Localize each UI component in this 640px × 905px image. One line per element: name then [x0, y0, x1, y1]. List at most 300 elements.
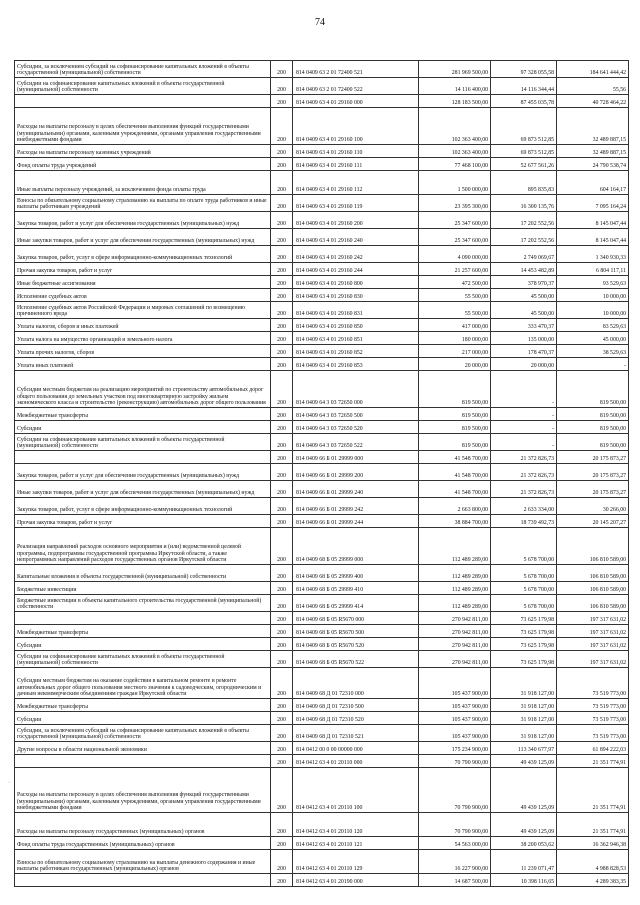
- row-budget-code: 814 0409 63 4 01 29160 244: [293, 263, 419, 276]
- row-name: Бюджетные инвестиции: [15, 582, 271, 595]
- row-line-code: 200: [271, 625, 293, 638]
- page-number: 74: [315, 17, 325, 28]
- row-executed-amount: 18 739 492,73: [491, 515, 557, 528]
- row-unexecuted-amount: 45 000,00: [557, 332, 629, 345]
- row-approved-amount: 270 942 811,00: [419, 651, 491, 668]
- row-line-code: 200: [271, 850, 293, 874]
- row-budget-code: 814 0409 64 3 03 72650 520: [293, 421, 419, 434]
- table-row: [15, 481, 629, 498]
- row-budget-code: 814 0409 68 Б 05 29999 000: [293, 528, 419, 565]
- row-name: Взносы по обязательному социальному страхованию на выплаты по оплате труда работников и иные выплаты работникам учреждений: [15, 195, 271, 212]
- row-approved-amount: 70 790 900,00: [419, 813, 491, 837]
- table-row: [15, 755, 629, 768]
- row-line-code: 200: [271, 246, 293, 263]
- row-line-code: 200: [271, 451, 293, 464]
- row-executed-amount: 31 918 127,00: [491, 712, 557, 725]
- row-budget-code: 814 0409 63 4 01 29160 830: [293, 289, 419, 302]
- row-budget-code: 814 0409 63 4 01 29160 800: [293, 276, 419, 289]
- table-row: [15, 421, 629, 434]
- row-executed-amount: 21 372 826,73: [491, 451, 557, 464]
- row-name: Расходы на выплаты персоналу в целях обеспечения выполнения функций государственными (муниципальными) органами, казенными учреждениями, органами управления государственными внебюджетными фондами: [15, 768, 271, 813]
- row-name: Бюджетные инвестиции в объекты капитального строительства государственной (муниципальной) собственности: [15, 595, 271, 612]
- row-unexecuted-amount: 8 145 047,44: [557, 212, 629, 229]
- row-budget-code: 814 0409 64 3 03 72650 500: [293, 408, 419, 421]
- table-row: [15, 668, 629, 699]
- row-unexecuted-amount: 21 351 774,91: [557, 813, 629, 837]
- row-budget-code: 814 0409 66 Б 01 29999 200: [293, 464, 419, 481]
- row-unexecuted-amount: 819 500,00: [557, 434, 629, 451]
- row-budget-code: 814 0409 63 4 01 29160 112: [293, 171, 419, 195]
- row-name: Уплата прочих налогов, сборов: [15, 345, 271, 358]
- row-approved-amount: 70 790 900,00: [419, 755, 491, 768]
- row-approved-amount: 16 227 900,00: [419, 850, 491, 874]
- row-name: Закупка товаров, работ и услуг для обеспечения государственных (муниципальных) нужд: [15, 212, 271, 229]
- row-unexecuted-amount: 604 164,17: [557, 171, 629, 195]
- row-approved-amount: 77 468 100,00: [419, 158, 491, 171]
- row-budget-code: 814 0409 63 4 01 29160 240: [293, 229, 419, 246]
- row-line-code: 200: [271, 421, 293, 434]
- row-line-code: 200: [271, 229, 293, 246]
- row-approved-amount: 25 347 600,00: [419, 229, 491, 246]
- row-name: Фонд оплаты труда учреждений: [15, 158, 271, 171]
- row-approved-amount: 112 489 289,00: [419, 582, 491, 595]
- row-budget-code: 814 0409 66 Б 01 29999 240: [293, 481, 419, 498]
- table-row: [15, 638, 629, 651]
- table-row: [15, 289, 629, 302]
- row-executed-amount: 73 625 179,98: [491, 612, 557, 625]
- row-name: Субсидии, за исключением субсидий на софинансирование капитальных вложений в объекты государственной (муниципальной) собственности: [15, 61, 271, 78]
- row-executed-amount: 14 453 482,89: [491, 263, 557, 276]
- row-approved-amount: 20 000,00: [419, 358, 491, 371]
- row-line-code: 200: [271, 498, 293, 515]
- row-approved-amount: 70 790 900,00: [419, 768, 491, 813]
- row-line-code: 200: [271, 742, 293, 755]
- row-unexecuted-amount: 32 489 887,15: [557, 108, 629, 145]
- row-approved-amount: 128 183 500,00: [419, 95, 491, 108]
- row-approved-amount: 112 489 289,00: [419, 528, 491, 565]
- row-line-code: 200: [271, 171, 293, 195]
- row-executed-amount: 378 970,37: [491, 276, 557, 289]
- row-line-code: 200: [271, 699, 293, 712]
- row-executed-amount: 49 439 125,09: [491, 813, 557, 837]
- row-name: Субсидии: [15, 421, 271, 434]
- table-row: [15, 498, 629, 515]
- table-row: [15, 565, 629, 582]
- row-name: Исполнение судебных актов Российской Федерации и мировых соглашений по возмещению причиненного вреда: [15, 302, 271, 319]
- row-unexecuted-amount: 38 529,63: [557, 345, 629, 358]
- row-name: Межбюджетные трансферты: [15, 625, 271, 638]
- row-name: Субсидии местным бюджетам на реализацию мероприятий по строительству автомобильных дорог общего пользования до земельных участков под многоквартирную застройку жильем экономического класса и строительство (реконструкцию) автомобильных дорог общего пользования: [15, 371, 271, 408]
- table-row: [15, 276, 629, 289]
- row-approved-amount: 819 500,00: [419, 421, 491, 434]
- row-unexecuted-amount: 819 500,00: [557, 421, 629, 434]
- table-row: [15, 246, 629, 263]
- row-name: Взносы по обязательному социальному страхованию на выплаты денежного содержания и иные выплаты работникам государственных (муниципальных) органов: [15, 850, 271, 874]
- row-executed-amount: -: [491, 408, 557, 421]
- row-unexecuted-amount: 83 529,63: [557, 319, 629, 332]
- row-approved-amount: 102 363 400,00: [419, 108, 491, 145]
- table-row: [15, 813, 629, 837]
- row-name: Прочая закупка товаров, работ и услуг: [15, 515, 271, 528]
- table-row: [15, 345, 629, 358]
- row-line-code: 200: [271, 515, 293, 528]
- row-name: [15, 451, 271, 464]
- row-executed-amount: 31 918 127,00: [491, 668, 557, 699]
- row-approved-amount: 25 347 600,00: [419, 212, 491, 229]
- row-unexecuted-amount: -: [557, 358, 629, 371]
- row-approved-amount: 41 548 700,00: [419, 481, 491, 498]
- row-unexecuted-amount: 197 317 631,02: [557, 638, 629, 651]
- row-line-code: 200: [271, 481, 293, 498]
- row-unexecuted-amount: 40 728 464,22: [557, 95, 629, 108]
- row-unexecuted-amount: 73 519 773,00: [557, 725, 629, 742]
- row-line-code: 200: [271, 638, 293, 651]
- row-executed-amount: 49 439 125,09: [491, 768, 557, 813]
- row-line-code: 200: [271, 874, 293, 887]
- row-executed-amount: 69 873 512,85: [491, 145, 557, 158]
- row-line-code: 200: [271, 755, 293, 768]
- row-budget-code: 814 0412 63 4 01 20110 129: [293, 850, 419, 874]
- row-line-code: 200: [271, 434, 293, 451]
- row-unexecuted-amount: 819 500,00: [557, 408, 629, 421]
- row-approved-amount: 180 000,00: [419, 332, 491, 345]
- row-budget-code: 814 0409 68 Б 05 R5670 000: [293, 612, 419, 625]
- row-line-code: 200: [271, 464, 293, 481]
- row-line-code: 200: [271, 668, 293, 699]
- row-name: Закупка товаров, работ, услуг в сфере информационно-коммуникационных технологий: [15, 498, 271, 515]
- row-executed-amount: 11 239 071,47: [491, 850, 557, 874]
- row-budget-code: 814 0409 68 Д 01 72310 500: [293, 699, 419, 712]
- row-approved-amount: 105 437 900,00: [419, 699, 491, 712]
- row-unexecuted-amount: 73 519 773,00: [557, 699, 629, 712]
- row-executed-amount: -: [491, 434, 557, 451]
- row-executed-amount: 113 340 677,97: [491, 742, 557, 755]
- row-line-code: 200: [271, 612, 293, 625]
- row-budget-code: 814 0409 68 Д 01 72310 520: [293, 712, 419, 725]
- row-budget-code: 814 0409 64 3 03 72650 000: [293, 371, 419, 408]
- row-budget-code: 814 0409 63 4 01 29160 111: [293, 158, 419, 171]
- row-budget-code: 814 0412 63 4 01 20110 000: [293, 755, 419, 768]
- row-approved-amount: 41 548 700,00: [419, 451, 491, 464]
- table-row: [15, 464, 629, 481]
- row-line-code: 200: [271, 158, 293, 171]
- row-line-code: 200: [271, 595, 293, 612]
- row-executed-amount: 31 918 127,00: [491, 699, 557, 712]
- row-name: Уплата иных платежей: [15, 358, 271, 371]
- row-approved-amount: 55 500,00: [419, 302, 491, 319]
- row-approved-amount: 112 489 289,00: [419, 565, 491, 582]
- row-line-code: 200: [271, 263, 293, 276]
- row-unexecuted-amount: 7 095 164,24: [557, 195, 629, 212]
- row-budget-code: 814 0412 00 0 00 00000 000: [293, 742, 419, 755]
- row-unexecuted-amount: 93 529,63: [557, 276, 629, 289]
- row-approved-amount: 472 500,00: [419, 276, 491, 289]
- row-unexecuted-amount: 197 317 631,02: [557, 612, 629, 625]
- margin-mark: ·: [8, 780, 10, 786]
- row-budget-code: 814 0409 68 Б 05 R5670 500: [293, 625, 419, 638]
- table-row: [15, 612, 629, 625]
- table-row: [15, 95, 629, 108]
- row-unexecuted-amount: 106 810 589,00: [557, 528, 629, 565]
- row-executed-amount: 21 372 826,73: [491, 464, 557, 481]
- row-budget-code: 814 0409 63 4 01 29160 000: [293, 95, 419, 108]
- row-name: Субсидии местным бюджетам на оказание содействия в капитальном ремонте и ремонте автомобильных дорог общего пользования местного значения к садоводческим, огородническим и дачным некоммерческим объединениям граждан Иркутской области: [15, 668, 271, 699]
- row-line-code: 200: [271, 813, 293, 837]
- row-executed-amount: 73 625 179,98: [491, 638, 557, 651]
- row-executed-amount: 10 398 116,65: [491, 874, 557, 887]
- row-unexecuted-amount: 61 894 222,03: [557, 742, 629, 755]
- table-row: [15, 850, 629, 874]
- table-row: [15, 195, 629, 212]
- row-budget-code: 814 0409 68 Б 05 R5670 522: [293, 651, 419, 668]
- row-approved-amount: 23 395 300,00: [419, 195, 491, 212]
- row-approved-amount: 217 000,00: [419, 345, 491, 358]
- row-approved-amount: 112 489 289,00: [419, 595, 491, 612]
- table-row: [15, 78, 629, 95]
- row-unexecuted-amount: 55,56: [557, 78, 629, 95]
- row-approved-amount: 105 437 900,00: [419, 712, 491, 725]
- table-row: [15, 408, 629, 421]
- row-name: [15, 755, 271, 768]
- row-name: Исполнение судебных актов: [15, 289, 271, 302]
- row-line-code: 200: [271, 582, 293, 595]
- table-row: [15, 171, 629, 195]
- table-row: [15, 61, 629, 78]
- row-name: Иные выплаты персоналу учреждений, за исключением фонда оплаты труда: [15, 171, 271, 195]
- row-unexecuted-amount: 73 519 773,00: [557, 668, 629, 699]
- row-name: Иные закупки товаров, работ и услуг для обеспечения государственных (муниципальных) нужд: [15, 481, 271, 498]
- row-executed-amount: 21 372 826,73: [491, 481, 557, 498]
- row-executed-amount: 5 678 700,00: [491, 528, 557, 565]
- row-executed-amount: 5 678 700,00: [491, 595, 557, 612]
- row-name: Субсидии на софинансирование капитальных вложений в объекты государственной (муниципальной) собственности: [15, 78, 271, 95]
- row-unexecuted-amount: 21 351 774,91: [557, 768, 629, 813]
- row-name: Капитальные вложения в объекты государственной (муниципальной) собственности: [15, 565, 271, 582]
- row-executed-amount: 31 918 127,00: [491, 725, 557, 742]
- row-line-code: 200: [271, 145, 293, 158]
- row-name: Субсидии на софинансирование капитальных вложений в объекты государственной (муниципальной) собственности: [15, 651, 271, 668]
- row-name: Субсидии: [15, 638, 271, 651]
- row-unexecuted-amount: 184 641 444,42: [557, 61, 629, 78]
- row-unexecuted-amount: 106 810 589,00: [557, 565, 629, 582]
- row-executed-amount: 97 328 055,58: [491, 61, 557, 78]
- row-line-code: 200: [271, 565, 293, 582]
- table-row: [15, 768, 629, 813]
- row-approved-amount: 105 437 900,00: [419, 668, 491, 699]
- row-line-code: 200: [271, 319, 293, 332]
- row-line-code: 200: [271, 837, 293, 850]
- row-approved-amount: 14 116 400,00: [419, 78, 491, 95]
- table-row: [15, 515, 629, 528]
- row-budget-code: 814 0409 68 Д 01 72310 521: [293, 725, 419, 742]
- row-approved-amount: 2 663 800,00: [419, 498, 491, 515]
- row-name: Межбюджетные трансферты: [15, 699, 271, 712]
- row-executed-amount: 2 749 069,67: [491, 246, 557, 263]
- row-name: [15, 612, 271, 625]
- row-executed-amount: 5 678 700,00: [491, 582, 557, 595]
- row-executed-amount: 45 500,00: [491, 302, 557, 319]
- row-executed-amount: 69 873 512,85: [491, 108, 557, 145]
- row-unexecuted-amount: 106 810 589,00: [557, 595, 629, 612]
- table-row: [15, 874, 629, 887]
- row-line-code: 200: [271, 212, 293, 229]
- row-budget-code: 814 0409 63 4 01 29160 242: [293, 246, 419, 263]
- row-budget-code: 814 0409 63 4 01 29160 200: [293, 212, 419, 229]
- row-approved-amount: 41 548 700,00: [419, 464, 491, 481]
- row-approved-amount: 4 090 000,00: [419, 246, 491, 263]
- row-budget-code: 814 0409 63 4 01 29160 831: [293, 302, 419, 319]
- row-executed-amount: 178 470,37: [491, 345, 557, 358]
- row-name: Иные закупки товаров, работ и услуг для обеспечения государственных (муниципальных) нужд: [15, 229, 271, 246]
- row-line-code: 200: [271, 302, 293, 319]
- row-approved-amount: 175 234 900,00: [419, 742, 491, 755]
- row-budget-code: 814 0409 63 4 01 29160 851: [293, 332, 419, 345]
- row-approved-amount: 819 500,00: [419, 408, 491, 421]
- row-name: Закупка товаров, работ и услуг для обеспечения государственных (муниципальных) нужд: [15, 464, 271, 481]
- row-name: Закупка товаров, работ, услуг в сфере информационно-коммуникационных технологий: [15, 246, 271, 263]
- row-executed-amount: 16 300 135,76: [491, 195, 557, 212]
- table-row: [15, 837, 629, 850]
- table-row: [15, 145, 629, 158]
- row-approved-amount: 270 942 811,00: [419, 625, 491, 638]
- table-row: [15, 725, 629, 742]
- row-executed-amount: 333 470,37: [491, 319, 557, 332]
- row-approved-amount: 14 687 500,00: [419, 874, 491, 887]
- row-budget-code: 814 0409 63 4 01 29160 110: [293, 145, 419, 158]
- row-budget-code: 814 0409 63 4 01 29160 100: [293, 108, 419, 145]
- row-name: Субсидии: [15, 712, 271, 725]
- row-line-code: 200: [271, 712, 293, 725]
- row-approved-amount: 102 363 400,00: [419, 145, 491, 158]
- row-approved-amount: 270 942 811,00: [419, 638, 491, 651]
- row-name: Уплата налога на имущество организаций и земельного налога: [15, 332, 271, 345]
- row-name: Расходы на выплаты персоналу государственных (муниципальных) органов: [15, 813, 271, 837]
- row-executed-amount: 49 439 125,09: [491, 755, 557, 768]
- row-approved-amount: 270 942 811,00: [419, 612, 491, 625]
- row-line-code: 200: [271, 528, 293, 565]
- row-line-code: 200: [271, 332, 293, 345]
- row-unexecuted-amount: 21 351 774,91: [557, 755, 629, 768]
- table-row: [15, 212, 629, 229]
- row-budget-code: 814 0409 63 4 01 29160 850: [293, 319, 419, 332]
- row-executed-amount: 45 500,00: [491, 289, 557, 302]
- table-row: [15, 595, 629, 612]
- table-row: [15, 625, 629, 638]
- row-executed-amount: 14 116 344,44: [491, 78, 557, 95]
- row-budget-code: 814 0409 64 3 03 72650 522: [293, 434, 419, 451]
- row-line-code: 200: [271, 345, 293, 358]
- row-approved-amount: 417 000,00: [419, 319, 491, 332]
- row-line-code: 200: [271, 371, 293, 408]
- table-body: [15, 61, 629, 887]
- row-executed-amount: 87 455 035,78: [491, 95, 557, 108]
- table-row: [15, 371, 629, 408]
- row-budget-code: 814 0409 63 2 01 72400 521: [293, 61, 419, 78]
- row-name: [15, 95, 271, 108]
- row-approved-amount: 54 563 000,00: [419, 837, 491, 850]
- row-executed-amount: 17 202 552,56: [491, 212, 557, 229]
- table-row: [15, 332, 629, 345]
- row-unexecuted-amount: 10 000,00: [557, 289, 629, 302]
- row-line-code: 200: [271, 61, 293, 78]
- row-executed-amount: 38 200 053,62: [491, 837, 557, 850]
- row-executed-amount: 73 625 179,98: [491, 651, 557, 668]
- table-row: [15, 699, 629, 712]
- row-name: Субсидии, за исключением субсидий на софинансирование капитальных вложений в объекты государственной (муниципальной) собственности: [15, 725, 271, 742]
- row-executed-amount: -: [491, 371, 557, 408]
- row-executed-amount: 73 625 179,98: [491, 625, 557, 638]
- row-budget-code: 814 0409 68 Д 01 72310 000: [293, 668, 419, 699]
- row-approved-amount: 1 500 000,00: [419, 171, 491, 195]
- row-line-code: 200: [271, 358, 293, 371]
- row-unexecuted-amount: 20 175 873,27: [557, 464, 629, 481]
- row-executed-amount: 5 678 700,00: [491, 565, 557, 582]
- row-unexecuted-amount: 197 317 631,02: [557, 651, 629, 668]
- table-row: [15, 358, 629, 371]
- row-name: Межбюджетные трансферты: [15, 408, 271, 421]
- row-executed-amount: -: [491, 421, 557, 434]
- row-unexecuted-amount: 4 988 828,53: [557, 850, 629, 874]
- row-budget-code: 814 0409 66 Б 01 29999 244: [293, 515, 419, 528]
- row-executed-amount: 17 202 552,56: [491, 229, 557, 246]
- row-unexecuted-amount: 73 519 773,00: [557, 712, 629, 725]
- row-approved-amount: 38 884 700,00: [419, 515, 491, 528]
- row-unexecuted-amount: 20 175 873,27: [557, 481, 629, 498]
- row-line-code: 200: [271, 725, 293, 742]
- row-unexecuted-amount: 24 790 538,74: [557, 158, 629, 171]
- row-unexecuted-amount: 197 317 631,02: [557, 625, 629, 638]
- row-unexecuted-amount: 1 340 930,33: [557, 246, 629, 263]
- row-executed-amount: 2 633 334,00: [491, 498, 557, 515]
- row-unexecuted-amount: 32 489 887,15: [557, 145, 629, 158]
- row-executed-amount: 895 835,83: [491, 171, 557, 195]
- row-budget-code: 814 0409 63 4 01 29160 852: [293, 345, 419, 358]
- row-name: Иные бюджетные ассигнования: [15, 276, 271, 289]
- table-row: [15, 528, 629, 565]
- row-approved-amount: 21 257 600,00: [419, 263, 491, 276]
- row-name: [15, 874, 271, 887]
- table-row: [15, 229, 629, 246]
- row-line-code: 200: [271, 408, 293, 421]
- row-budget-code: 814 0412 63 4 01 20190 000: [293, 874, 419, 887]
- row-line-code: 200: [271, 195, 293, 212]
- row-budget-code: 814 0409 68 Б 05 29999 400: [293, 565, 419, 582]
- table-row: [15, 712, 629, 725]
- row-unexecuted-amount: 819 500,00: [557, 371, 629, 408]
- row-unexecuted-amount: 8 145 047,44: [557, 229, 629, 246]
- table-row: [15, 451, 629, 464]
- row-approved-amount: 105 437 900,00: [419, 725, 491, 742]
- row-unexecuted-amount: 16 362 946,38: [557, 837, 629, 850]
- row-line-code: 200: [271, 768, 293, 813]
- row-budget-code: 814 0412 63 4 01 20110 120: [293, 813, 419, 837]
- row-name: Фонд оплаты труда государственных (муниципальных) органов: [15, 837, 271, 850]
- table-row: [15, 263, 629, 276]
- row-name: Реализация направлений расходов основного мероприятия и (или) ведомственной целевой программы, подпрограммы государственной программы Иркутской области, а также непрограммных направлений расходов государственных органов Иркутской области: [15, 528, 271, 565]
- table-row: [15, 434, 629, 451]
- row-budget-code: 814 0409 63 4 01 29160 853: [293, 358, 419, 371]
- row-name: Субсидии на софинансирование капитальных вложений в объекты государственной (муниципальной) собственности: [15, 434, 271, 451]
- row-budget-code: 814 0409 63 2 01 72400 522: [293, 78, 419, 95]
- row-budget-code: 814 0409 66 Б 01 29999 242: [293, 498, 419, 515]
- row-unexecuted-amount: 20 175 873,27: [557, 451, 629, 464]
- row-name: Расходы на выплаты персоналу в целях обеспечения выполнения функций государственными (муниципальными) органами, казенными учреждениями, органами управления государственными внебюджетными фондами: [15, 108, 271, 145]
- row-budget-code: 814 0412 63 4 01 20110 100: [293, 768, 419, 813]
- row-unexecuted-amount: 4 289 383,35: [557, 874, 629, 887]
- row-unexecuted-amount: 106 810 589,00: [557, 582, 629, 595]
- table-row: [15, 158, 629, 171]
- row-executed-amount: 52 677 561,26: [491, 158, 557, 171]
